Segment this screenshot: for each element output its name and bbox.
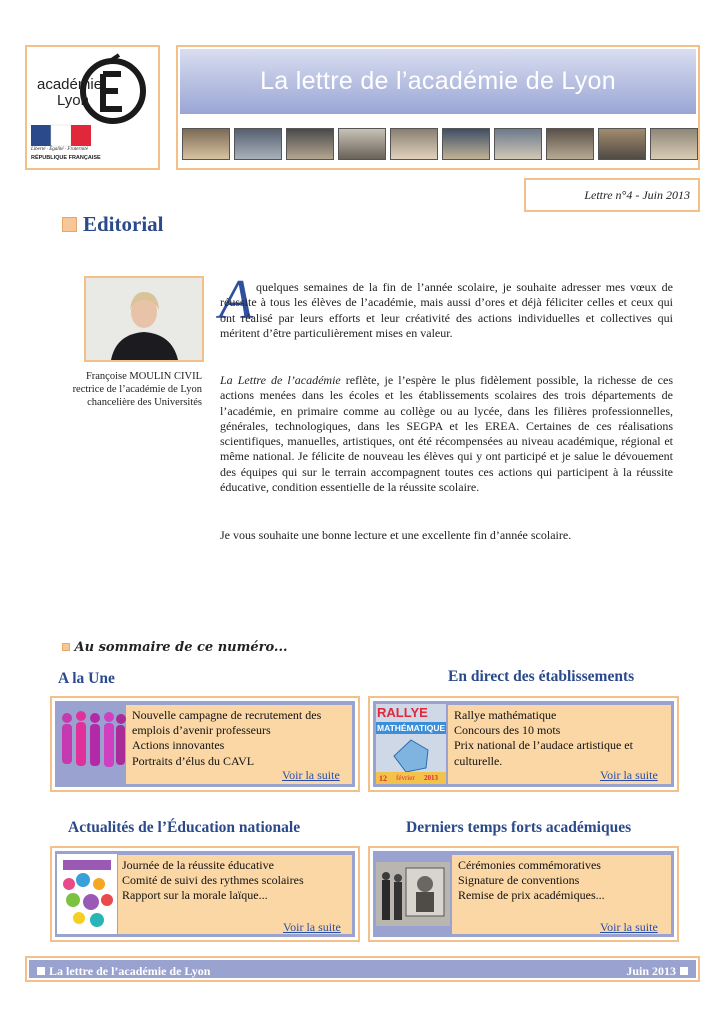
photo-thumb	[338, 128, 386, 160]
caption-role: rectrice de l’académie de Lyon	[72, 384, 202, 395]
caption-name: Françoise MOULIN CIVIL	[85, 371, 202, 382]
photo-thumb	[286, 128, 334, 160]
drop-cap: A	[219, 269, 254, 331]
footer-right	[626, 964, 692, 979]
editorial-paragraph	[220, 373, 673, 495]
issue-label: Lettre n°4 - Juin 2013	[524, 178, 700, 212]
logo-motto: Liberté · Égalité · Fraternité	[31, 147, 88, 152]
card-item: Remise de prix académiques...	[458, 888, 605, 903]
caption-role: chancelière des Universités	[87, 397, 202, 408]
photo-thumb	[546, 128, 594, 160]
card-a-la-une	[50, 696, 360, 792]
poster-title: RALLYE	[377, 705, 428, 720]
section-title-une: A la Une	[58, 670, 115, 687]
poster-day: 12	[379, 774, 387, 783]
editorial-closing: Je vous souhaite une bonne lecture et une excellente fin d’année scolaire.	[220, 528, 572, 542]
bullet-square-icon	[62, 217, 77, 232]
portrait-photo	[84, 276, 204, 362]
card-item: Journée de la réussite éducative	[122, 858, 274, 872]
section-title-actualites: Actualités de l’Éducation nationale	[68, 819, 301, 836]
section-title-etablissements: En direct des établissements	[448, 668, 635, 685]
portrait-caption	[40, 370, 202, 409]
people-silhouettes-image	[59, 708, 127, 780]
footer-title: La lettre de l’académie de Lyon	[49, 964, 211, 978]
newsletter-title: La lettre de l’académie de Lyon	[260, 67, 616, 95]
photo-strip	[180, 128, 698, 164]
bullet-square-icon	[680, 967, 688, 975]
card-item: Comité de suivi des rythmes scolaires	[122, 873, 304, 888]
logo-line1: académie	[37, 76, 103, 93]
reussite-educative-poster-image	[57, 854, 117, 934]
card-item: Prix national de l’audace artistique et culturelle.	[454, 738, 633, 768]
poster-year: 2013	[424, 774, 438, 782]
see-more-link[interactable]: Voir la suite	[282, 768, 340, 782]
editorial-paragraph	[220, 280, 673, 341]
footer-left	[33, 964, 210, 979]
card-item: Rapport sur la morale laïque...	[122, 888, 268, 903]
photo-thumb	[442, 128, 490, 160]
ceremony-photo-image	[376, 862, 450, 926]
sommaire-heading: Au sommaire de ce numéro...	[62, 640, 288, 655]
editorial-title: Editorial	[83, 212, 164, 236]
see-more-link[interactable]: Voir la suite	[283, 920, 341, 934]
photo-thumb	[494, 128, 542, 160]
portrait-image	[86, 278, 202, 360]
academy-logo	[25, 45, 160, 170]
editorial-text: reflète, je l’espère le plus fidèlement possible, la richesse de ces actions menées dans les écoles et les établissements scolaires des trois départements de l’académie, en primaire comme au collège ou au lycée, dans les filières professionnelles, générales, technologiques, dans les SEGPA et les EREA. Certaines de ces réalisations scientifiques, manuelles, artistiques, ont été récompensées au niveau académique, régional et même national. Je félicite de nouveau les élèves qui y ont participé et je salue le dévouement des équipes qui sur le terrain accompagnent toutes ces actions qui participent à la réussite éducative, condition essentielle de la réussite scolaire.	[220, 373, 673, 495]
bullet-square-icon	[37, 967, 45, 975]
logo-line2: Lyon	[57, 92, 89, 109]
rallye-poster-image	[376, 704, 446, 784]
card-item: Actions innovantes	[132, 738, 225, 753]
card-item: Signature de conventions	[458, 873, 580, 888]
card-item: Concours des 10 mots	[454, 723, 561, 738]
card-temps-forts	[368, 846, 679, 942]
card-item: Portraits d’élus du CAVL	[132, 753, 255, 768]
poster-subtitle: MATHÉMATIQUE	[377, 723, 446, 733]
card-item: Nouvelle campagne de recrutement des emplois d’avenir professeurs	[132, 708, 322, 738]
photo-thumb	[598, 128, 646, 160]
photo-thumb	[234, 128, 282, 160]
footer-bar	[25, 956, 700, 982]
editorial-text: quelques semaines de la fin de l’année scolaire, je souhaite adresser mes vœux de réussite à tous les élèves de l’académie, mais aussi d’ores et déjà féliciter celles et ceux qui ont réalisé par leurs efforts et leur créativité des actions individuelles et collectives qui méritent d’être particulièrement mises en valeur.	[220, 280, 673, 340]
see-more-link[interactable]: Voir la suite	[600, 920, 658, 934]
card-item: Cérémonies commémoratives	[458, 858, 601, 872]
card-actualites	[50, 846, 360, 942]
card-item: Rallye mathématique	[454, 708, 557, 722]
bullet-square-icon	[62, 643, 70, 651]
photo-thumb	[650, 128, 698, 160]
publication-name: La Lettre de l’académie	[220, 373, 341, 387]
title-band	[180, 49, 696, 114]
logo-republic: RÉPUBLIQUE FRANÇAISE	[31, 155, 101, 161]
footer-date: Juin 2013	[626, 964, 676, 978]
photo-thumb	[182, 128, 230, 160]
photo-thumb	[390, 128, 438, 160]
poster-month: février	[396, 774, 415, 782]
editorial-heading	[62, 212, 164, 237]
card-etablissements	[368, 696, 679, 792]
see-more-link[interactable]: Voir la suite	[600, 768, 658, 782]
section-title-temps-forts: Derniers temps forts académiques	[406, 819, 632, 836]
